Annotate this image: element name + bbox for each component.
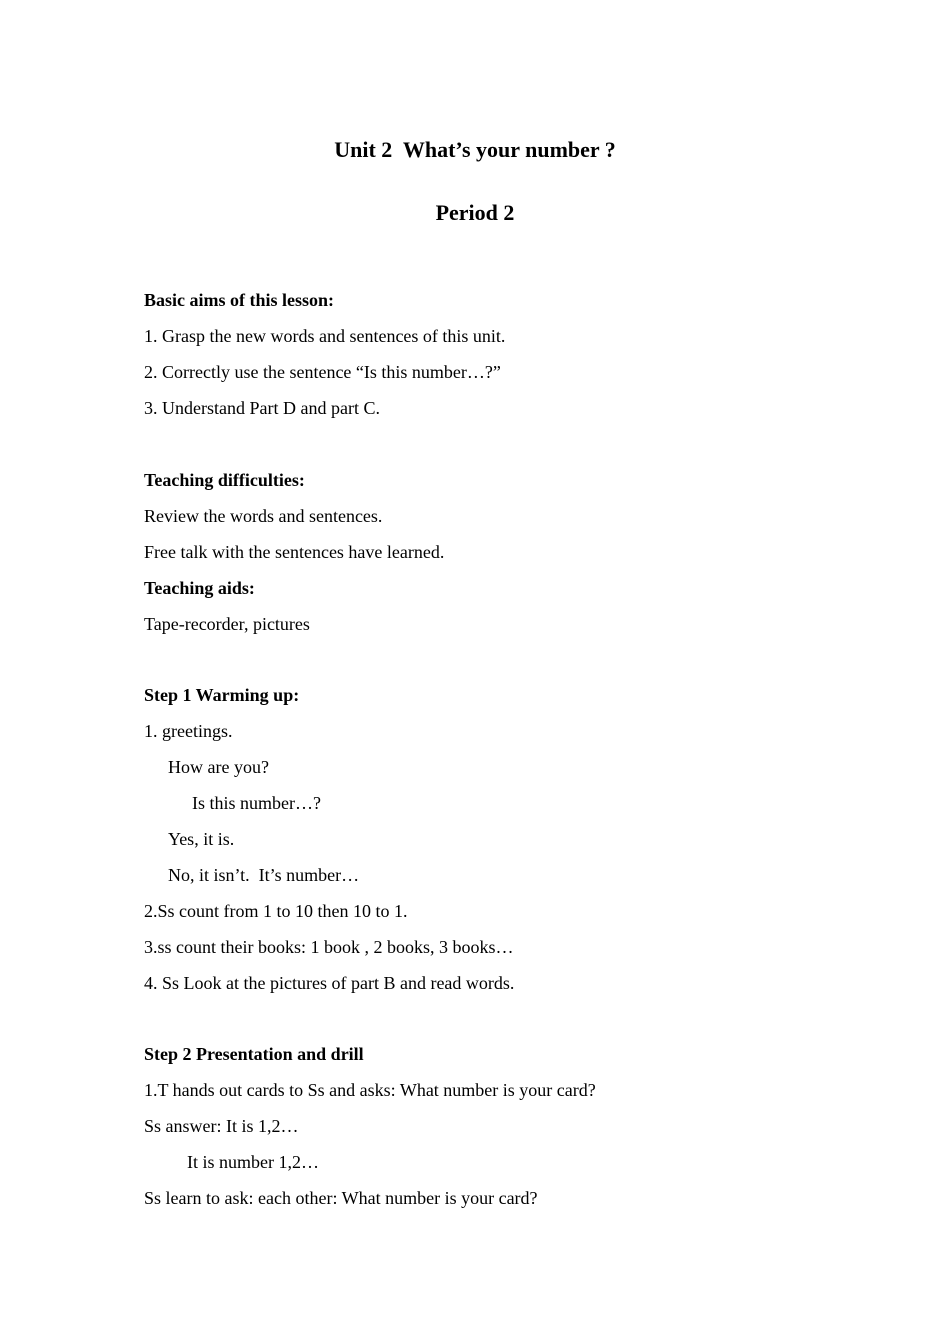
aims-item: 1. Grasp the new words and sentences of this unit. <box>144 326 506 346</box>
step1-item: Is this number…? <box>192 793 321 813</box>
document-subtitle: Period 2 <box>435 200 515 225</box>
step2-item: It is number 1,2… <box>187 1152 319 1172</box>
document-title: Unit 2 What’s your number ? <box>334 137 616 162</box>
step2-heading: Step 2 Presentation and drill <box>144 1044 364 1064</box>
step1-item: How are you? <box>168 757 269 777</box>
difficulties-heading: Teaching difficulties: <box>144 470 305 490</box>
difficulties-item: Review the words and sentences. <box>144 506 383 526</box>
aids-item: Tape-recorder, pictures <box>144 614 310 634</box>
step1-item: No, it isn’t. It’s number… <box>168 865 360 885</box>
aims-heading: Basic aims of this lesson: <box>144 290 335 310</box>
step1-heading: Step 1 Warming up: <box>144 685 300 705</box>
step1-item: 4. Ss Look at the pictures of part B and read words. <box>144 973 515 993</box>
step2-item: Ss answer: It is 1,2… <box>144 1116 299 1136</box>
aims-item: 3. Understand Part D and part C. <box>144 398 380 418</box>
step1-item: Yes, it is. <box>168 829 235 849</box>
step2-item: 1.T hands out cards to Ss and asks: What number is your card? <box>144 1080 596 1100</box>
step1-item: 1. greetings. <box>144 721 233 741</box>
difficulties-item: Free talk with the sentences have learned. <box>144 542 445 562</box>
aims-item: 2. Correctly use the sentence “Is this number…?” <box>144 362 501 382</box>
step1-item: 3.ss count their books: 1 book , 2 books, 3 books… <box>144 937 514 957</box>
step1-item: 2.Ss count from 1 to 10 then 10 to 1. <box>144 901 408 921</box>
aids-heading: Teaching aids: <box>144 578 255 598</box>
step2-item: Ss learn to ask: each other: What number is your card? <box>144 1188 538 1208</box>
